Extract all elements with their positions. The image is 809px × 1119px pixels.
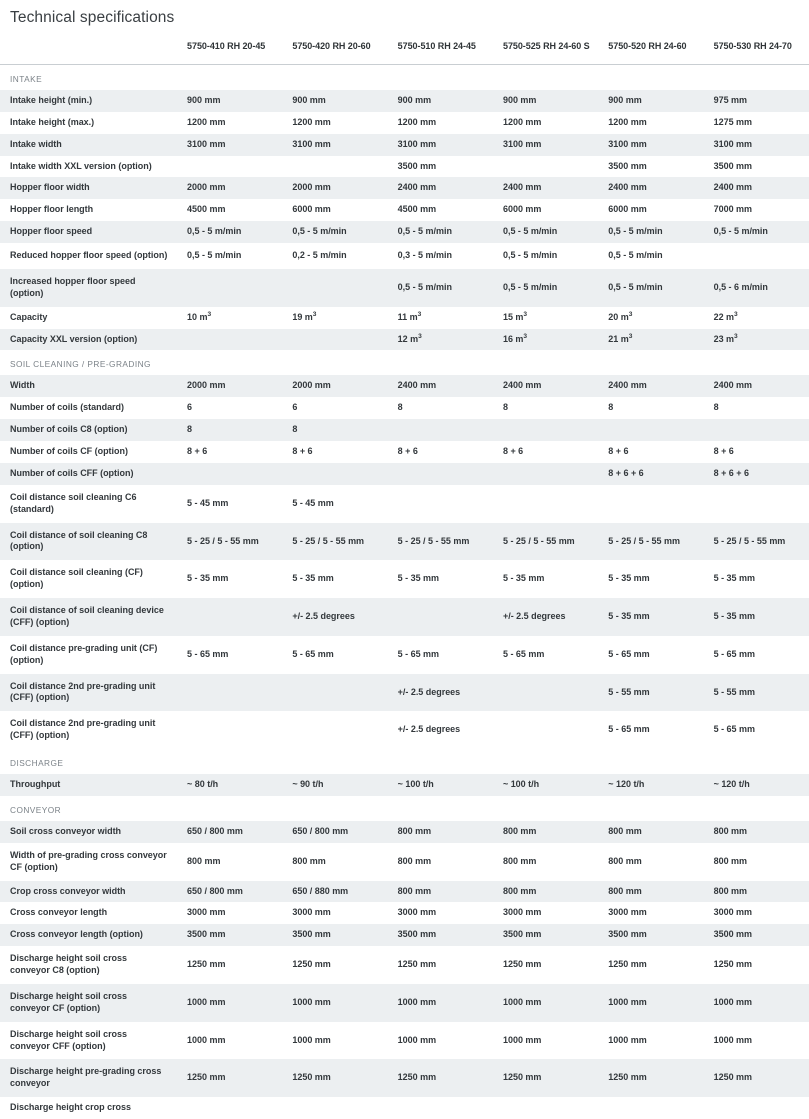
row-label: Hopper floor length bbox=[0, 199, 177, 221]
row-value: +/- 2.5 degrees bbox=[388, 711, 493, 749]
row-value: 8 + 6 bbox=[493, 441, 598, 463]
row-value: 1250 mm bbox=[177, 946, 282, 984]
row-value: 1250 mm bbox=[704, 1059, 809, 1097]
row-value bbox=[282, 463, 387, 485]
row-label: Intake width bbox=[0, 134, 177, 156]
row-value: 800 mm bbox=[282, 843, 387, 881]
table-body bbox=[0, 64, 809, 1119]
row-value: 900 mm bbox=[282, 90, 387, 112]
row-value: 5 - 25 / 5 - 55 mm bbox=[598, 523, 703, 561]
row-label: Coil distance soil cleaning C6 (standard) bbox=[0, 485, 177, 523]
row-label: Cross conveyor length (option) bbox=[0, 924, 177, 946]
row-label: Number of coils CFF (option) bbox=[0, 463, 177, 485]
row-value: 12 $m^3$ bbox=[388, 329, 493, 351]
table-row bbox=[0, 636, 809, 674]
row-value: 1200 mm bbox=[388, 112, 493, 134]
row-value: 1000 mm bbox=[704, 1022, 809, 1060]
row-value: 8 bbox=[704, 397, 809, 419]
row-value: 8 + 6 + 6 bbox=[704, 463, 809, 485]
page-title: Technical specifications bbox=[10, 9, 175, 26]
row-label: Capacity bbox=[0, 307, 177, 329]
row-value: 3000 mm bbox=[388, 902, 493, 924]
row-value: 7000 mm bbox=[704, 199, 809, 221]
row-value: 900 mm bbox=[177, 90, 282, 112]
row-value: 650 / 880 mm bbox=[282, 881, 387, 903]
row-value: 1000 mm bbox=[282, 984, 387, 1022]
row-value: 5 - 45 mm bbox=[177, 485, 282, 523]
row-value: 0,2 - 5 m/min bbox=[282, 243, 387, 269]
row-value: 5 - 25 / 5 - 55 mm bbox=[282, 523, 387, 561]
table-row bbox=[0, 134, 809, 156]
row-value: 2000 mm bbox=[282, 177, 387, 199]
row-value: 5 - 25 / 5 - 55 mm bbox=[493, 523, 598, 561]
section-header-row bbox=[0, 796, 809, 821]
row-value: 800 mm bbox=[388, 881, 493, 903]
table-row bbox=[0, 177, 809, 199]
row-value bbox=[177, 463, 282, 485]
row-value: 0,3 - 5 m/min bbox=[388, 243, 493, 269]
row-value: 8 bbox=[493, 397, 598, 419]
row-value: 1000 mm bbox=[493, 984, 598, 1022]
row-value: 5 - 65 mm bbox=[704, 711, 809, 749]
row-label: Width of pre-grading cross conveyor CF (option) bbox=[0, 843, 177, 881]
row-label: Intake height (max.) bbox=[0, 112, 177, 134]
row-value: 8 bbox=[388, 397, 493, 419]
row-value: 2400 mm bbox=[598, 375, 703, 397]
row-value: 3000 mm bbox=[704, 902, 809, 924]
row-value: 8 + 6 + 6 bbox=[598, 463, 703, 485]
row-value: 5 - 35 mm bbox=[388, 560, 493, 598]
row-value: 800 mm bbox=[493, 821, 598, 843]
row-label: Throughput bbox=[0, 774, 177, 796]
row-value: ~ 80 t/h bbox=[177, 774, 282, 796]
row-value: 5 - 65 mm bbox=[388, 636, 493, 674]
row-label: Crop cross conveyor width bbox=[0, 881, 177, 903]
row-value: 8 + 6 bbox=[598, 441, 703, 463]
row-value: 800 mm bbox=[598, 881, 703, 903]
row-value: 900 mm bbox=[493, 90, 598, 112]
row-value: 5 - 35 mm bbox=[177, 560, 282, 598]
row-value: 2400 mm bbox=[493, 375, 598, 397]
table-row bbox=[0, 485, 809, 523]
row-value: 16 $m^3$ bbox=[493, 329, 598, 351]
row-value: 2400 mm bbox=[598, 177, 703, 199]
row-value: 900 mm bbox=[598, 90, 703, 112]
row-value: 5 - 25 / 5 - 55 mm bbox=[177, 523, 282, 561]
row-value: 3000 mm bbox=[598, 902, 703, 924]
row-value bbox=[177, 1097, 282, 1119]
row-label: Discharge height crop cross bbox=[0, 1097, 177, 1119]
table-row bbox=[0, 523, 809, 561]
row-value: 3500 mm bbox=[704, 156, 809, 178]
row-value: 3100 mm bbox=[704, 134, 809, 156]
row-label: Soil cross conveyor width bbox=[0, 821, 177, 843]
table-row bbox=[0, 375, 809, 397]
row-value: 3500 mm bbox=[704, 924, 809, 946]
row-value: 3500 mm bbox=[282, 924, 387, 946]
row-value: 800 mm bbox=[704, 821, 809, 843]
row-label: Coil distance 2nd pre-grading unit (CFF) (option) bbox=[0, 711, 177, 749]
row-value bbox=[388, 598, 493, 636]
row-label: Hopper floor width bbox=[0, 177, 177, 199]
row-label: Discharge height soil cross conveyor C8 (option) bbox=[0, 946, 177, 984]
row-label: Coil distance of soil cleaning device (CFF) (option) bbox=[0, 598, 177, 636]
row-value: ~ 120 t/h bbox=[598, 774, 703, 796]
row-value: 5 - 35 mm bbox=[704, 560, 809, 598]
table-row bbox=[0, 112, 809, 134]
row-value: 800 mm bbox=[177, 843, 282, 881]
table-row bbox=[0, 1097, 809, 1119]
table-row bbox=[0, 463, 809, 485]
row-value: 3500 mm bbox=[598, 924, 703, 946]
row-value: 20 $m^3$ bbox=[598, 307, 703, 329]
row-value: 8 + 6 bbox=[282, 441, 387, 463]
row-value: 800 mm bbox=[388, 843, 493, 881]
row-value: 3100 mm bbox=[177, 134, 282, 156]
row-value: 19 $m^3$ bbox=[282, 307, 387, 329]
row-label: Discharge height pre-grading cross conveyor bbox=[0, 1059, 177, 1097]
table-row bbox=[0, 441, 809, 463]
row-value: 0,5 - 5 m/min bbox=[598, 243, 703, 269]
row-value: 3000 mm bbox=[282, 902, 387, 924]
row-value: 1000 mm bbox=[177, 984, 282, 1022]
row-value bbox=[493, 419, 598, 441]
section-header-row bbox=[0, 64, 809, 90]
row-value: 1000 mm bbox=[704, 984, 809, 1022]
row-value: 22 $m^3$ bbox=[704, 307, 809, 329]
table-row bbox=[0, 269, 809, 307]
row-label: Intake height (min.) bbox=[0, 90, 177, 112]
row-label: Number of coils CF (option) bbox=[0, 441, 177, 463]
row-value: 8 bbox=[177, 419, 282, 441]
row-value: 11 $m^3$ bbox=[388, 307, 493, 329]
column-header-model-2: 5750-420 RH 20-60 bbox=[282, 39, 387, 64]
row-value: +/- 2.5 degrees bbox=[282, 598, 387, 636]
row-value: 1275 mm bbox=[704, 112, 809, 134]
row-value: 1250 mm bbox=[598, 1059, 703, 1097]
row-label: Coil distance of soil cleaning C8 (option) bbox=[0, 523, 177, 561]
column-header-model-6: 5750-530 RH 24-70 bbox=[704, 39, 809, 64]
table-row bbox=[0, 924, 809, 946]
row-value bbox=[704, 485, 809, 523]
row-value bbox=[388, 463, 493, 485]
row-value: 1250 mm bbox=[282, 946, 387, 984]
row-value: 23 $m^3$ bbox=[704, 329, 809, 351]
table-row bbox=[0, 674, 809, 712]
row-value: 8 bbox=[598, 397, 703, 419]
table-header bbox=[0, 39, 809, 64]
row-value bbox=[282, 674, 387, 712]
row-label: Cross conveyor length bbox=[0, 902, 177, 924]
table-row bbox=[0, 243, 809, 269]
row-value: 4500 mm bbox=[388, 199, 493, 221]
row-value: 3500 mm bbox=[388, 924, 493, 946]
row-value: ~ 100 t/h bbox=[493, 774, 598, 796]
table-row bbox=[0, 397, 809, 419]
row-label: Coil distance soil cleaning (CF) (option) bbox=[0, 560, 177, 598]
row-value: 0,5 - 5 m/min bbox=[177, 221, 282, 243]
row-value: 5 - 55 mm bbox=[598, 674, 703, 712]
row-value: 5 - 65 mm bbox=[282, 636, 387, 674]
row-value: 1200 mm bbox=[493, 112, 598, 134]
row-value: 800 mm bbox=[388, 821, 493, 843]
row-value bbox=[493, 711, 598, 749]
row-value: 800 mm bbox=[493, 881, 598, 903]
row-value: 1200 mm bbox=[282, 112, 387, 134]
row-value: 3100 mm bbox=[282, 134, 387, 156]
section-title: SOIL CLEANING / PRE-GRADING bbox=[0, 350, 809, 375]
row-value: 0,5 - 5 m/min bbox=[493, 269, 598, 307]
row-value: 3500 mm bbox=[388, 156, 493, 178]
row-label: Intake width XXL version (option) bbox=[0, 156, 177, 178]
row-value: 1250 mm bbox=[493, 1059, 598, 1097]
row-value bbox=[388, 1097, 493, 1119]
row-value: 8 bbox=[282, 419, 387, 441]
row-value: 800 mm bbox=[598, 843, 703, 881]
row-value bbox=[704, 419, 809, 441]
row-value: 2400 mm bbox=[493, 177, 598, 199]
row-value: 6000 mm bbox=[598, 199, 703, 221]
row-value: ~ 90 t/h bbox=[282, 774, 387, 796]
row-value bbox=[282, 329, 387, 351]
table-row bbox=[0, 598, 809, 636]
section-title: CONVEYOR bbox=[0, 796, 809, 821]
row-value bbox=[282, 711, 387, 749]
row-label: Coil distance pre-grading unit (CF) (option) bbox=[0, 636, 177, 674]
row-value: 800 mm bbox=[704, 881, 809, 903]
row-value bbox=[704, 243, 809, 269]
row-value: 21 $m^3$ bbox=[598, 329, 703, 351]
row-value: 2000 mm bbox=[177, 375, 282, 397]
row-value: 5 - 65 mm bbox=[704, 636, 809, 674]
row-value: 1250 mm bbox=[388, 1059, 493, 1097]
row-value: 3000 mm bbox=[177, 902, 282, 924]
technical-specifications-table bbox=[0, 39, 809, 1119]
row-value bbox=[177, 329, 282, 351]
row-value bbox=[493, 485, 598, 523]
table-row bbox=[0, 843, 809, 881]
table-row bbox=[0, 881, 809, 903]
row-label: Discharge height soil cross conveyor CFF (option) bbox=[0, 1022, 177, 1060]
row-value: 0,5 - 5 m/min bbox=[493, 243, 598, 269]
row-value: 1250 mm bbox=[598, 946, 703, 984]
row-value: 6 bbox=[282, 397, 387, 419]
row-value: 1250 mm bbox=[388, 946, 493, 984]
table-row bbox=[0, 221, 809, 243]
row-value: +/- 2.5 degrees bbox=[493, 598, 598, 636]
row-value: 0,5 - 5 m/min bbox=[598, 269, 703, 307]
row-value: 5 - 65 mm bbox=[493, 636, 598, 674]
section-header-row bbox=[0, 350, 809, 375]
table-row bbox=[0, 984, 809, 1022]
table-row bbox=[0, 419, 809, 441]
row-value: 1000 mm bbox=[598, 1022, 703, 1060]
row-value: 650 / 800 mm bbox=[177, 881, 282, 903]
row-label: Coil distance 2nd pre-grading unit (CFF) (option) bbox=[0, 674, 177, 712]
row-value: 5 - 35 mm bbox=[493, 560, 598, 598]
row-value bbox=[493, 1097, 598, 1119]
row-value: 3100 mm bbox=[388, 134, 493, 156]
row-label: Number of coils C8 (option) bbox=[0, 419, 177, 441]
row-value: 800 mm bbox=[704, 843, 809, 881]
header-row bbox=[0, 39, 809, 64]
row-value: 4500 mm bbox=[177, 199, 282, 221]
row-value: 10 $m^3$ bbox=[177, 307, 282, 329]
row-value: 2400 mm bbox=[704, 375, 809, 397]
row-value bbox=[177, 156, 282, 178]
column-header-model-5: 5750-520 RH 24-60 bbox=[598, 39, 703, 64]
row-value: 5 - 35 mm bbox=[282, 560, 387, 598]
row-value: +/- 2.5 degrees bbox=[388, 674, 493, 712]
row-value: 2400 mm bbox=[388, 177, 493, 199]
row-value bbox=[493, 156, 598, 178]
row-value: 6000 mm bbox=[282, 199, 387, 221]
row-value: 0,5 - 5 m/min bbox=[598, 221, 703, 243]
row-value bbox=[493, 463, 598, 485]
table-row bbox=[0, 946, 809, 984]
row-label: Increased hopper floor speed (option) bbox=[0, 269, 177, 307]
row-label: Discharge height soil cross conveyor CF (option) bbox=[0, 984, 177, 1022]
row-value: 650 / 800 mm bbox=[177, 821, 282, 843]
row-value bbox=[282, 156, 387, 178]
row-value bbox=[388, 485, 493, 523]
row-value: ~ 120 t/h bbox=[704, 774, 809, 796]
row-value: 1250 mm bbox=[177, 1059, 282, 1097]
row-value: 3000 mm bbox=[493, 902, 598, 924]
row-value: 975 mm bbox=[704, 90, 809, 112]
row-value: 900 mm bbox=[388, 90, 493, 112]
table-row bbox=[0, 1059, 809, 1097]
row-value: 1000 mm bbox=[598, 984, 703, 1022]
column-header-model-1: 5750-410 RH 20-45 bbox=[177, 39, 282, 64]
table-row bbox=[0, 199, 809, 221]
row-value: 800 mm bbox=[598, 821, 703, 843]
section-title: DISCHARGE bbox=[0, 749, 809, 774]
row-value bbox=[704, 1097, 809, 1119]
row-value: 1000 mm bbox=[493, 1022, 598, 1060]
row-value: 650 / 800 mm bbox=[282, 821, 387, 843]
row-label: Hopper floor speed bbox=[0, 221, 177, 243]
row-value: 8 + 6 bbox=[388, 441, 493, 463]
row-value bbox=[388, 419, 493, 441]
row-value: 5 - 35 mm bbox=[598, 560, 703, 598]
row-value: 1000 mm bbox=[177, 1022, 282, 1060]
row-value: 1200 mm bbox=[177, 112, 282, 134]
row-value: 8 + 6 bbox=[177, 441, 282, 463]
table-row bbox=[0, 307, 809, 329]
row-value bbox=[282, 269, 387, 307]
row-value: 1000 mm bbox=[282, 1022, 387, 1060]
row-value: 2000 mm bbox=[177, 177, 282, 199]
row-value bbox=[177, 598, 282, 636]
row-value: 3500 mm bbox=[177, 924, 282, 946]
row-label: Capacity XXL version (option) bbox=[0, 329, 177, 351]
row-value: 5 - 65 mm bbox=[598, 636, 703, 674]
row-value: 0,5 - 5 m/min bbox=[493, 221, 598, 243]
row-value: 800 mm bbox=[493, 843, 598, 881]
row-value: 5 - 25 / 5 - 55 mm bbox=[388, 523, 493, 561]
row-value bbox=[177, 711, 282, 749]
row-value: 2400 mm bbox=[704, 177, 809, 199]
row-value bbox=[282, 1097, 387, 1119]
row-value: 0,5 - 6 m/min bbox=[704, 269, 809, 307]
row-value bbox=[598, 419, 703, 441]
column-header-model-4: 5750-525 RH 24-60 S bbox=[493, 39, 598, 64]
row-label: Number of coils (standard) bbox=[0, 397, 177, 419]
row-value bbox=[598, 1097, 703, 1119]
section-header-row bbox=[0, 749, 809, 774]
row-value: 6000 mm bbox=[493, 199, 598, 221]
row-value: 0,5 - 5 m/min bbox=[388, 269, 493, 307]
column-header-model-3: 5750-510 RH 24-45 bbox=[388, 39, 493, 64]
table-row bbox=[0, 1022, 809, 1060]
row-value: 5 - 35 mm bbox=[704, 598, 809, 636]
table-row bbox=[0, 902, 809, 924]
row-value: 2400 mm bbox=[388, 375, 493, 397]
row-value: 1250 mm bbox=[704, 946, 809, 984]
row-value: 6 bbox=[177, 397, 282, 419]
row-value: 3500 mm bbox=[493, 924, 598, 946]
row-value: 5 - 65 mm bbox=[598, 711, 703, 749]
table-row bbox=[0, 821, 809, 843]
row-value: 5 - 65 mm bbox=[177, 636, 282, 674]
row-value: 5 - 55 mm bbox=[704, 674, 809, 712]
row-value: 2000 mm bbox=[282, 375, 387, 397]
table-row bbox=[0, 329, 809, 351]
row-value bbox=[598, 485, 703, 523]
row-value bbox=[177, 269, 282, 307]
table-row bbox=[0, 156, 809, 178]
row-value: 1250 mm bbox=[282, 1059, 387, 1097]
row-value: 5 - 45 mm bbox=[282, 485, 387, 523]
row-value: 3100 mm bbox=[598, 134, 703, 156]
table-row bbox=[0, 90, 809, 112]
row-value: 0,5 - 5 m/min bbox=[282, 221, 387, 243]
row-label: Width bbox=[0, 375, 177, 397]
column-header-label bbox=[0, 39, 177, 64]
row-value bbox=[493, 674, 598, 712]
row-value: 1000 mm bbox=[388, 984, 493, 1022]
table-row bbox=[0, 560, 809, 598]
row-value: 1000 mm bbox=[388, 1022, 493, 1060]
table-row bbox=[0, 711, 809, 749]
row-value bbox=[177, 674, 282, 712]
section-title: INTAKE bbox=[0, 64, 809, 90]
row-value: 1250 mm bbox=[493, 946, 598, 984]
row-value: 8 + 6 bbox=[704, 441, 809, 463]
row-value: 0,5 - 5 m/min bbox=[704, 221, 809, 243]
row-label: Reduced hopper floor speed (option) bbox=[0, 243, 177, 269]
row-value: 3500 mm bbox=[598, 156, 703, 178]
row-value: 5 - 25 / 5 - 55 mm bbox=[704, 523, 809, 561]
row-value: ~ 100 t/h bbox=[388, 774, 493, 796]
row-value: 1200 mm bbox=[598, 112, 703, 134]
row-value: 5 - 35 mm bbox=[598, 598, 703, 636]
row-value: 3100 mm bbox=[493, 134, 598, 156]
row-value: 0,5 - 5 m/min bbox=[388, 221, 493, 243]
table-row bbox=[0, 774, 809, 796]
row-value: 15 $m^3$ bbox=[493, 307, 598, 329]
row-value: 0,5 - 5 m/min bbox=[177, 243, 282, 269]
